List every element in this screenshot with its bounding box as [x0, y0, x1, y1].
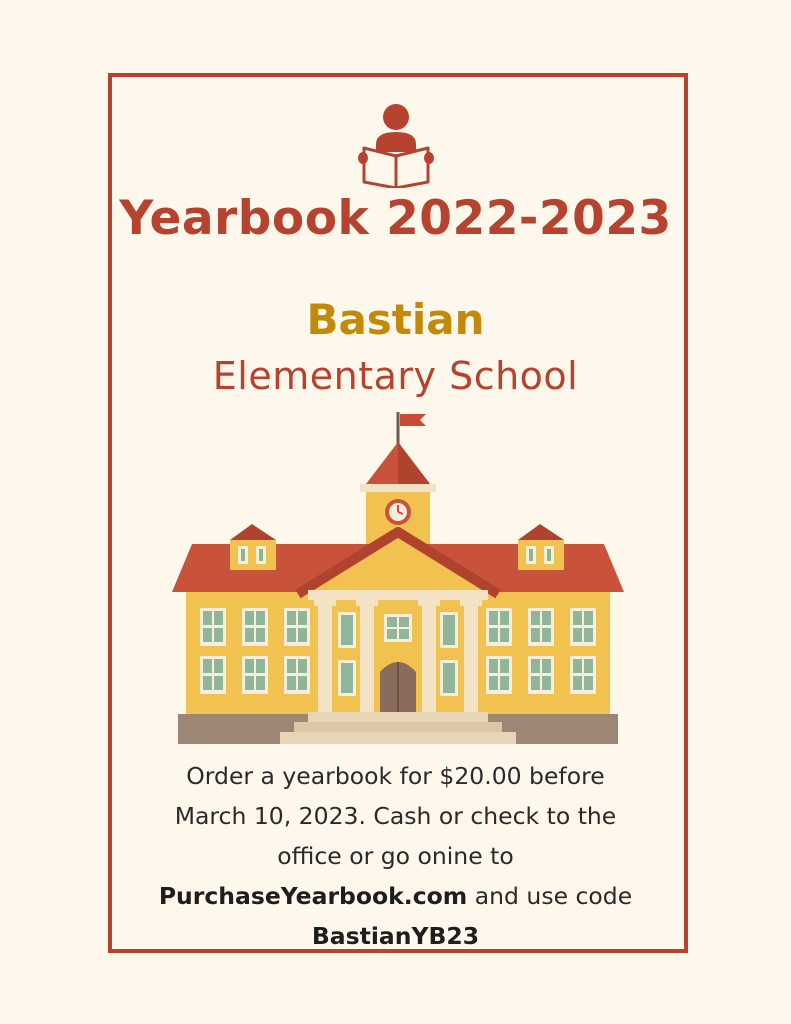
school-subtitle: Elementary School	[212, 354, 579, 398]
order-line-1: Order a yearbook for $20.00 before	[186, 762, 605, 790]
order-line-4	[120, 876, 671, 916]
order-line-5	[120, 916, 671, 956]
order-line-3: office or go onine to	[277, 842, 514, 870]
order-line-2: March 10, 2023. Cash or check to the	[174, 802, 617, 830]
website-link[interactable]: PurchaseYearbook.com	[158, 882, 468, 910]
flyer-title: Yearbook 2022-2023	[119, 191, 672, 246]
school-building-illustration	[168, 408, 628, 748]
reader-icon	[356, 102, 436, 188]
order-instructions	[120, 756, 671, 956]
order-line-4-rest: and use code	[467, 882, 633, 910]
promo-code: BastianYB23	[311, 922, 480, 950]
school-name: Bastian	[306, 295, 485, 344]
